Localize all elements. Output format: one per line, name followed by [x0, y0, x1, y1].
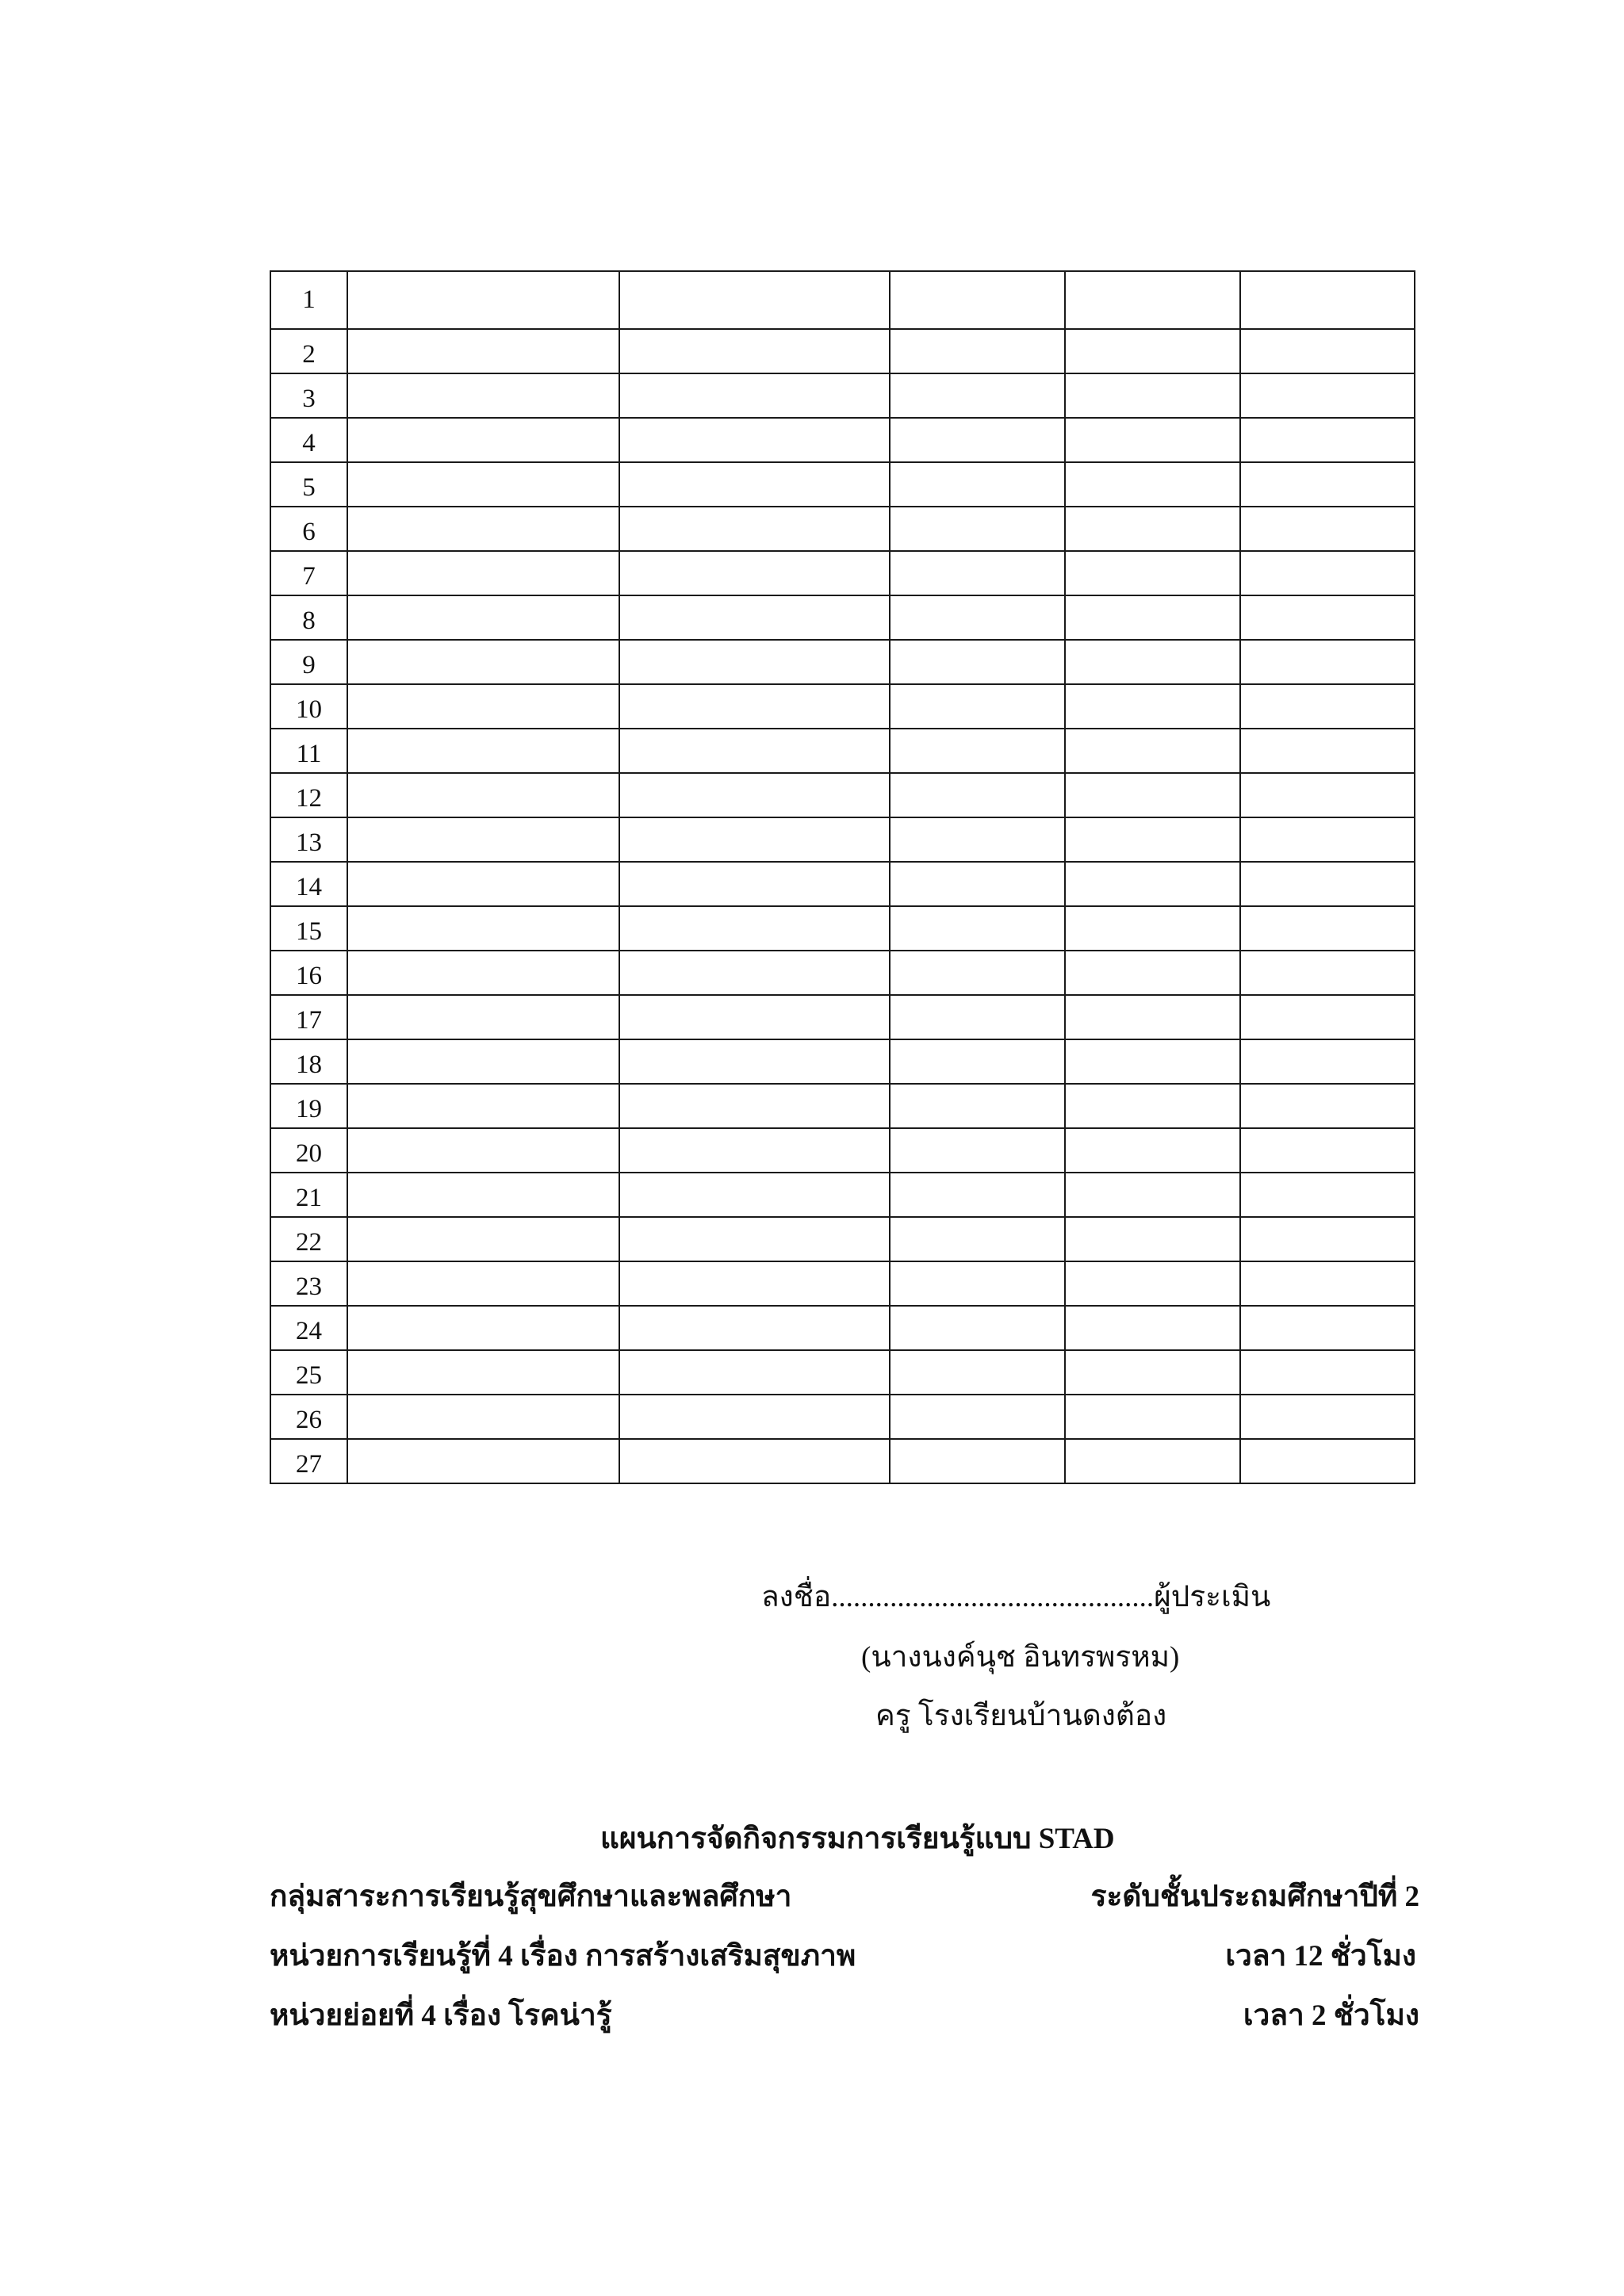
empty-cell: [1240, 1084, 1415, 1128]
empty-cell: [890, 1395, 1065, 1439]
table-row: [270, 951, 1415, 995]
empty-cell: [347, 373, 619, 418]
empty-cell: [890, 551, 1065, 595]
empty-cell: [1065, 729, 1240, 773]
empty-cell: [347, 462, 619, 507]
empty-cell: [347, 507, 619, 551]
empty-cell: [1240, 817, 1415, 862]
table-row: [270, 640, 1415, 684]
row-number: 10: [270, 684, 347, 729]
empty-cell: [1065, 507, 1240, 551]
empty-cell: [619, 271, 890, 329]
empty-cell: [347, 1128, 619, 1173]
empty-cell: [619, 329, 890, 373]
row-number: 9: [270, 640, 347, 684]
empty-cell: [347, 271, 619, 329]
empty-cell: [347, 951, 619, 995]
empty-cell: [1240, 1350, 1415, 1395]
empty-cell: [1240, 773, 1415, 817]
empty-cell: [1240, 862, 1415, 906]
empty-cell: [619, 1350, 890, 1395]
empty-cell: [890, 640, 1065, 684]
table-row: [270, 462, 1415, 507]
row-number: 4: [270, 418, 347, 462]
row-number: 22: [270, 1217, 347, 1261]
row-number: 18: [270, 1039, 347, 1084]
empty-cell: [1240, 1128, 1415, 1173]
empty-cell: [1065, 329, 1240, 373]
empty-cell: [619, 1306, 890, 1350]
empty-cell: [890, 1128, 1065, 1173]
empty-cell: [1065, 462, 1240, 507]
empty-cell: [1065, 1217, 1240, 1261]
row-number: 27: [270, 1439, 347, 1483]
evaluator-position: ครู โรงเรียนบ้านดงต้อง: [875, 1700, 1167, 1732]
empty-cell: [890, 906, 1065, 951]
grade-level: ระดับชั้นประถมศึกษาปีที่ 2: [1090, 1881, 1419, 1913]
empty-cell: [347, 906, 619, 951]
empty-cell: [890, 595, 1065, 640]
table-row: [270, 1128, 1415, 1173]
table-row: [270, 271, 1415, 329]
empty-cell: [619, 373, 890, 418]
empty-cell: [619, 1039, 890, 1084]
empty-cell: [347, 1306, 619, 1350]
empty-cell: [890, 271, 1065, 329]
signature-line: ลงชื่อ............................................ผู้ประเมิน: [761, 1581, 1271, 1613]
row-number: 13: [270, 817, 347, 862]
empty-cell: [890, 773, 1065, 817]
empty-cell: [619, 1395, 890, 1439]
empty-cell: [1065, 1306, 1240, 1350]
empty-cell: [619, 1439, 890, 1483]
empty-cell: [1065, 373, 1240, 418]
row-number: 20: [270, 1128, 347, 1173]
empty-cell: [619, 862, 890, 906]
empty-cell: [1240, 418, 1415, 462]
empty-cell: [619, 640, 890, 684]
empty-cell: [890, 462, 1065, 507]
empty-cell: [1240, 1173, 1415, 1217]
empty-cell: [890, 1217, 1065, 1261]
empty-cell: [890, 1306, 1065, 1350]
table-row: [270, 1173, 1415, 1217]
row-number: 24: [270, 1306, 347, 1350]
table-row: [270, 551, 1415, 595]
empty-cell: [347, 862, 619, 906]
empty-cell: [890, 1439, 1065, 1483]
evaluation-table-body: [270, 271, 1415, 1483]
table-row: [270, 1395, 1415, 1439]
empty-cell: [1065, 1261, 1240, 1306]
empty-cell: [1065, 995, 1240, 1039]
empty-cell: [619, 1217, 890, 1261]
table-row: [270, 684, 1415, 729]
row-number: 15: [270, 906, 347, 951]
empty-cell: [1240, 1217, 1415, 1261]
empty-cell: [619, 1084, 890, 1128]
empty-cell: [1240, 995, 1415, 1039]
plan-title: แผนการจัดกิจกรรมการเรียนรู้แบบ STAD: [600, 1823, 1115, 1855]
empty-cell: [890, 862, 1065, 906]
evaluator-name: (นางนงค์นุช อินทรพรหม): [861, 1641, 1180, 1674]
empty-cell: [347, 684, 619, 729]
empty-cell: [347, 729, 619, 773]
empty-cell: [619, 817, 890, 862]
empty-cell: [1240, 373, 1415, 418]
empty-cell: [1065, 1039, 1240, 1084]
table-row: [270, 862, 1415, 906]
empty-cell: [890, 1261, 1065, 1306]
empty-cell: [1065, 1439, 1240, 1483]
table-row: [270, 1261, 1415, 1306]
empty-cell: [1240, 1261, 1415, 1306]
empty-cell: [1240, 507, 1415, 551]
table-row: [270, 995, 1415, 1039]
empty-cell: [619, 995, 890, 1039]
empty-cell: [619, 462, 890, 507]
empty-cell: [1065, 1173, 1240, 1217]
empty-cell: [619, 1173, 890, 1217]
row-number: 17: [270, 995, 347, 1039]
row-number: 8: [270, 595, 347, 640]
table-row: [270, 329, 1415, 373]
empty-cell: [1240, 1306, 1415, 1350]
empty-cell: [890, 995, 1065, 1039]
table-row: [270, 373, 1415, 418]
empty-cell: [890, 684, 1065, 729]
empty-cell: [1240, 551, 1415, 595]
row-number: 1: [270, 271, 347, 329]
table-row: [270, 1350, 1415, 1395]
table-row: [270, 906, 1415, 951]
empty-cell: [1240, 640, 1415, 684]
empty-cell: [1065, 773, 1240, 817]
row-number: 3: [270, 373, 347, 418]
empty-cell: [890, 507, 1065, 551]
empty-cell: [1240, 595, 1415, 640]
empty-cell: [619, 729, 890, 773]
table-row: [270, 817, 1415, 862]
empty-cell: [1065, 551, 1240, 595]
empty-cell: [890, 817, 1065, 862]
table-row: [270, 773, 1415, 817]
empty-cell: [347, 551, 619, 595]
table-row: [270, 507, 1415, 551]
empty-cell: [890, 1350, 1065, 1395]
row-number: 5: [270, 462, 347, 507]
empty-cell: [1240, 729, 1415, 773]
empty-cell: [1065, 271, 1240, 329]
empty-cell: [347, 595, 619, 640]
row-number: 6: [270, 507, 347, 551]
empty-cell: [619, 595, 890, 640]
empty-cell: [1240, 1395, 1415, 1439]
empty-cell: [1065, 1084, 1240, 1128]
empty-cell: [347, 1350, 619, 1395]
unit-time: เวลา 12 ชั่วโมง: [1225, 1940, 1416, 1973]
empty-cell: [1065, 640, 1240, 684]
empty-cell: [1065, 862, 1240, 906]
row-number: 12: [270, 773, 347, 817]
empty-cell: [347, 418, 619, 462]
empty-cell: [1065, 595, 1240, 640]
empty-cell: [1065, 951, 1240, 995]
empty-cell: [619, 507, 890, 551]
table-row: [270, 1084, 1415, 1128]
empty-cell: [1065, 684, 1240, 729]
empty-cell: [347, 817, 619, 862]
empty-cell: [347, 329, 619, 373]
empty-cell: [1240, 462, 1415, 507]
empty-cell: [890, 1173, 1065, 1217]
empty-cell: [890, 329, 1065, 373]
subject-group: กลุ่มสาระการเรียนรู้สุขศึกษาและพลศึกษา: [270, 1881, 792, 1913]
empty-cell: [890, 951, 1065, 995]
empty-cell: [619, 418, 890, 462]
empty-cell: [1065, 817, 1240, 862]
empty-cell: [347, 1084, 619, 1128]
empty-cell: [619, 551, 890, 595]
empty-cell: [347, 1439, 619, 1483]
table-row: [270, 595, 1415, 640]
empty-cell: [619, 773, 890, 817]
subunit-title: หน่วยย่อยที่ 4 เรื่อง โรคน่ารู้: [270, 1999, 612, 2032]
empty-cell: [1065, 1128, 1240, 1173]
empty-cell: [1240, 1039, 1415, 1084]
row-number: 14: [270, 862, 347, 906]
empty-cell: [1240, 951, 1415, 995]
empty-cell: [619, 1128, 890, 1173]
empty-cell: [347, 640, 619, 684]
row-number: 11: [270, 729, 347, 773]
table-row: [270, 1039, 1415, 1084]
table-row: [270, 1306, 1415, 1350]
empty-cell: [347, 1261, 619, 1306]
row-number: 26: [270, 1395, 347, 1439]
row-number: 21: [270, 1173, 347, 1217]
evaluation-table: [270, 270, 1415, 1484]
table-row: [270, 729, 1415, 773]
subunit-time: เวลา 2 ชั่วโมง: [1243, 1999, 1419, 2032]
empty-cell: [890, 729, 1065, 773]
empty-cell: [890, 373, 1065, 418]
empty-cell: [347, 1173, 619, 1217]
row-number: 2: [270, 329, 347, 373]
row-number: 25: [270, 1350, 347, 1395]
row-number: 23: [270, 1261, 347, 1306]
empty-cell: [1240, 329, 1415, 373]
empty-cell: [347, 995, 619, 1039]
empty-cell: [619, 684, 890, 729]
empty-cell: [890, 418, 1065, 462]
empty-cell: [1065, 1350, 1240, 1395]
empty-cell: [1240, 906, 1415, 951]
table-row: [270, 418, 1415, 462]
row-number: 19: [270, 1084, 347, 1128]
table-row: [270, 1217, 1415, 1261]
empty-cell: [1065, 1395, 1240, 1439]
empty-cell: [890, 1039, 1065, 1084]
empty-cell: [619, 951, 890, 995]
empty-cell: [347, 1039, 619, 1084]
row-number: 7: [270, 551, 347, 595]
empty-cell: [347, 1217, 619, 1261]
empty-cell: [1065, 418, 1240, 462]
empty-cell: [347, 773, 619, 817]
unit-title: หน่วยการเรียนรู้ที่ 4 เรื่อง การสร้างเสริมสุขภาพ: [270, 1940, 856, 1973]
empty-cell: [1065, 906, 1240, 951]
empty-cell: [1240, 684, 1415, 729]
table-row: [270, 1439, 1415, 1483]
empty-cell: [619, 906, 890, 951]
row-number: 16: [270, 951, 347, 995]
empty-cell: [619, 1261, 890, 1306]
empty-cell: [890, 1084, 1065, 1128]
empty-cell: [1240, 1439, 1415, 1483]
empty-cell: [1240, 271, 1415, 329]
empty-cell: [347, 1395, 619, 1439]
